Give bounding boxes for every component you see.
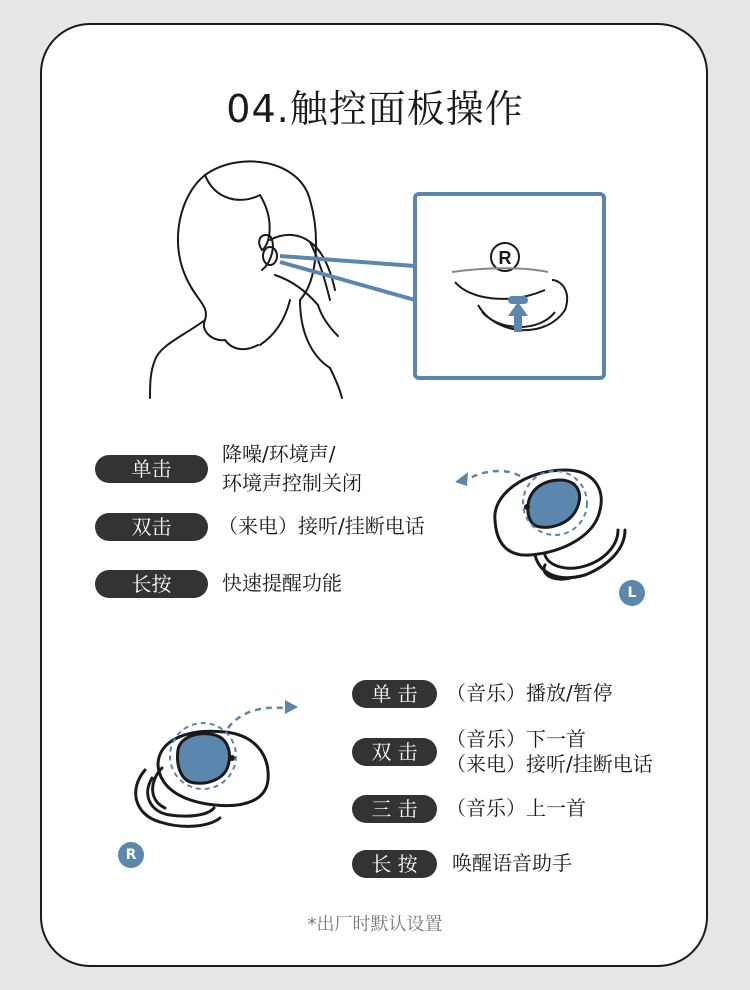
gesture-desc-line: 环境声控制关闭 [222, 471, 362, 495]
gesture-double-tap-right: 双 击 [352, 738, 437, 766]
gesture-desc-line: （音乐）上一首 [446, 796, 586, 820]
gesture-desc-line: （音乐）播放/暂停 [446, 681, 613, 705]
gesture-desc-line: （来电）接听/挂断电话 [446, 752, 653, 776]
gesture-desc-line: 快速提醒功能 [222, 571, 342, 595]
gesture-triple-tap-right: 三 击 [352, 795, 437, 823]
gesture-desc-line: 降噪/环境声/ [222, 442, 336, 466]
zoom-marker-r: R [498, 248, 512, 268]
gesture-desc-line: （来电）接听/挂断电话 [218, 514, 425, 538]
gesture-long-press-right: 长 按 [352, 850, 437, 878]
gesture-single-tap-left: 单击 [95, 455, 208, 483]
gesture-desc-line: 唤醒语音助手 [452, 851, 572, 875]
left-badge: L [619, 580, 645, 606]
right-badge: R [118, 842, 144, 868]
gesture-long-press-left: 长按 [95, 570, 208, 598]
gesture-single-tap-right: 单 击 [352, 680, 437, 708]
gesture-desc-line: （音乐）下一首 [446, 727, 586, 751]
page-title: 04.触控面板操作 [226, 87, 524, 131]
footnote: *出厂时默认设置 [307, 914, 443, 935]
arrow-right-icon [285, 700, 298, 714]
gesture-double-tap-left: 双击 [95, 513, 208, 541]
